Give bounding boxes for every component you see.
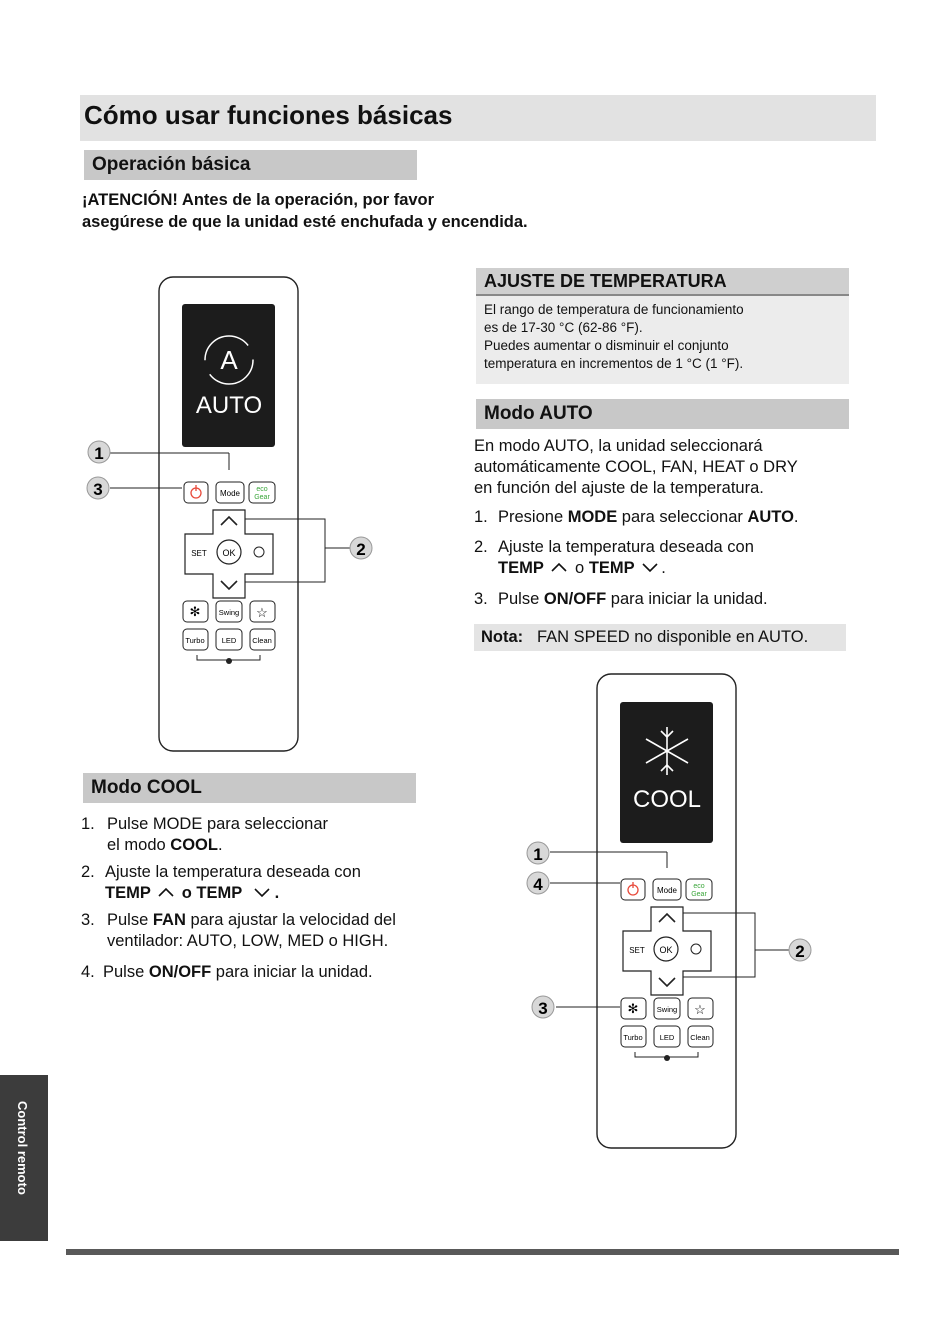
- fan-icon: ✻: [627, 1001, 639, 1016]
- svg-text:Gear: Gear: [691, 891, 707, 898]
- side-tab-label: Control remoto: [15, 1101, 30, 1195]
- svg-text:Gear: Gear: [254, 494, 270, 501]
- list-item: 2. Ajuste la temperatura deseada con TEMP o TEMP .: [474, 538, 754, 577]
- temperature-box: [476, 268, 849, 384]
- svg-text:Mode: Mode: [219, 489, 241, 498]
- list-item: 1. Pulse MODE para seleccionar el modo COOL.: [81, 815, 329, 854]
- star-icon: ☆: [256, 605, 268, 620]
- svg-text:LED: LED: [659, 1033, 675, 1042]
- list-item: 2. Ajuste la temperatura deseada con TEMP o TEMP .: [81, 863, 361, 902]
- note-box: Nota: FAN SPEED no disponible en AUTO.: [474, 624, 846, 651]
- temperature-heading: AJUSTE DE TEMPERATURA: [476, 268, 849, 296]
- list-item: 1. Presione MODE para seleccionar AUTO.: [474, 508, 799, 526]
- svg-text:1: 1: [94, 444, 104, 463]
- chevron-down-icon: [641, 561, 659, 573]
- chevron-up-icon: [157, 886, 175, 898]
- lock-icon: [226, 658, 232, 664]
- temperature-text: El rango de temperatura de funcionamiento es de 17-30 °C (62-86 °F). Puedes aumentar o disminuir el conjunto temperatura en incrementos de 1 °C (1 °F).: [484, 302, 744, 371]
- chevron-down-icon: [249, 886, 273, 898]
- cool-mode-heading: Modo COOL: [83, 773, 416, 803]
- auto-symbol: A: [220, 345, 238, 375]
- basic-operation-heading: Operación básica: [84, 150, 417, 180]
- svg-text:OK: OK: [222, 548, 236, 558]
- svg-text:2: 2: [795, 942, 805, 961]
- svg-text:Turbo: Turbo: [185, 636, 205, 645]
- svg-text:Swing: Swing: [656, 1005, 678, 1014]
- svg-text:Turbo: Turbo: [623, 1033, 643, 1042]
- display-label: COOL: [632, 786, 702, 813]
- auto-intro: En modo AUTO, la unidad seleccionará automáticamente COOL, FAN, HEAT o DRY en función del ajuste de la temperatura.: [474, 437, 798, 497]
- list-item: 3. Pulse FAN para ajustar la velocidad del ventilador: AUTO, LOW, MED o HIGH.: [81, 911, 396, 950]
- svg-text:3: 3: [93, 480, 103, 499]
- svg-text:Clean: Clean: [252, 636, 272, 645]
- svg-text:eco: eco: [693, 883, 705, 890]
- attention-text: ¡ATENCIÓN! Antes de la operación, por favor asegúrese de que la unidad esté enchufada y encendida.: [82, 191, 528, 231]
- bottom-rule: [66, 1249, 899, 1255]
- svg-text:eco: eco: [256, 486, 268, 493]
- svg-text:Swing: Swing: [218, 608, 240, 617]
- svg-text:SET: SET: [191, 549, 207, 558]
- svg-text:LED: LED: [221, 636, 237, 645]
- svg-text:Mode: Mode: [656, 886, 678, 895]
- list-item: 3. Pulse ON/OFF para iniciar la unidad.: [474, 590, 768, 608]
- svg-text:3: 3: [538, 999, 548, 1018]
- auto-mode-heading: Modo AUTO: [476, 399, 849, 429]
- fan-icon: ✻: [189, 604, 201, 619]
- svg-text:OK: OK: [659, 945, 673, 955]
- svg-text:2: 2: [356, 540, 366, 559]
- page-title-bar: [80, 95, 876, 141]
- remote-display: [182, 304, 275, 447]
- auto-steps: [474, 507, 854, 617]
- list-item: 4. Pulse ON/OFF para iniciar la unidad.: [81, 963, 373, 981]
- cool-steps: [81, 814, 461, 994]
- star-icon: ☆: [694, 1002, 706, 1017]
- page-title: Cómo usar funciones básicas: [84, 100, 453, 130]
- svg-text:4: 4: [533, 875, 543, 894]
- display-label: AUTO: [195, 392, 263, 419]
- lock-icon: [664, 1055, 670, 1061]
- chevron-up-icon: [550, 561, 568, 573]
- svg-text:1: 1: [533, 845, 543, 864]
- side-tab: [0, 1075, 48, 1241]
- svg-text:Clean: Clean: [690, 1033, 710, 1042]
- remote-cool-illustration: [520, 665, 820, 1155]
- remote-auto-illustration: [80, 270, 366, 760]
- svg-text:SET: SET: [629, 946, 645, 955]
